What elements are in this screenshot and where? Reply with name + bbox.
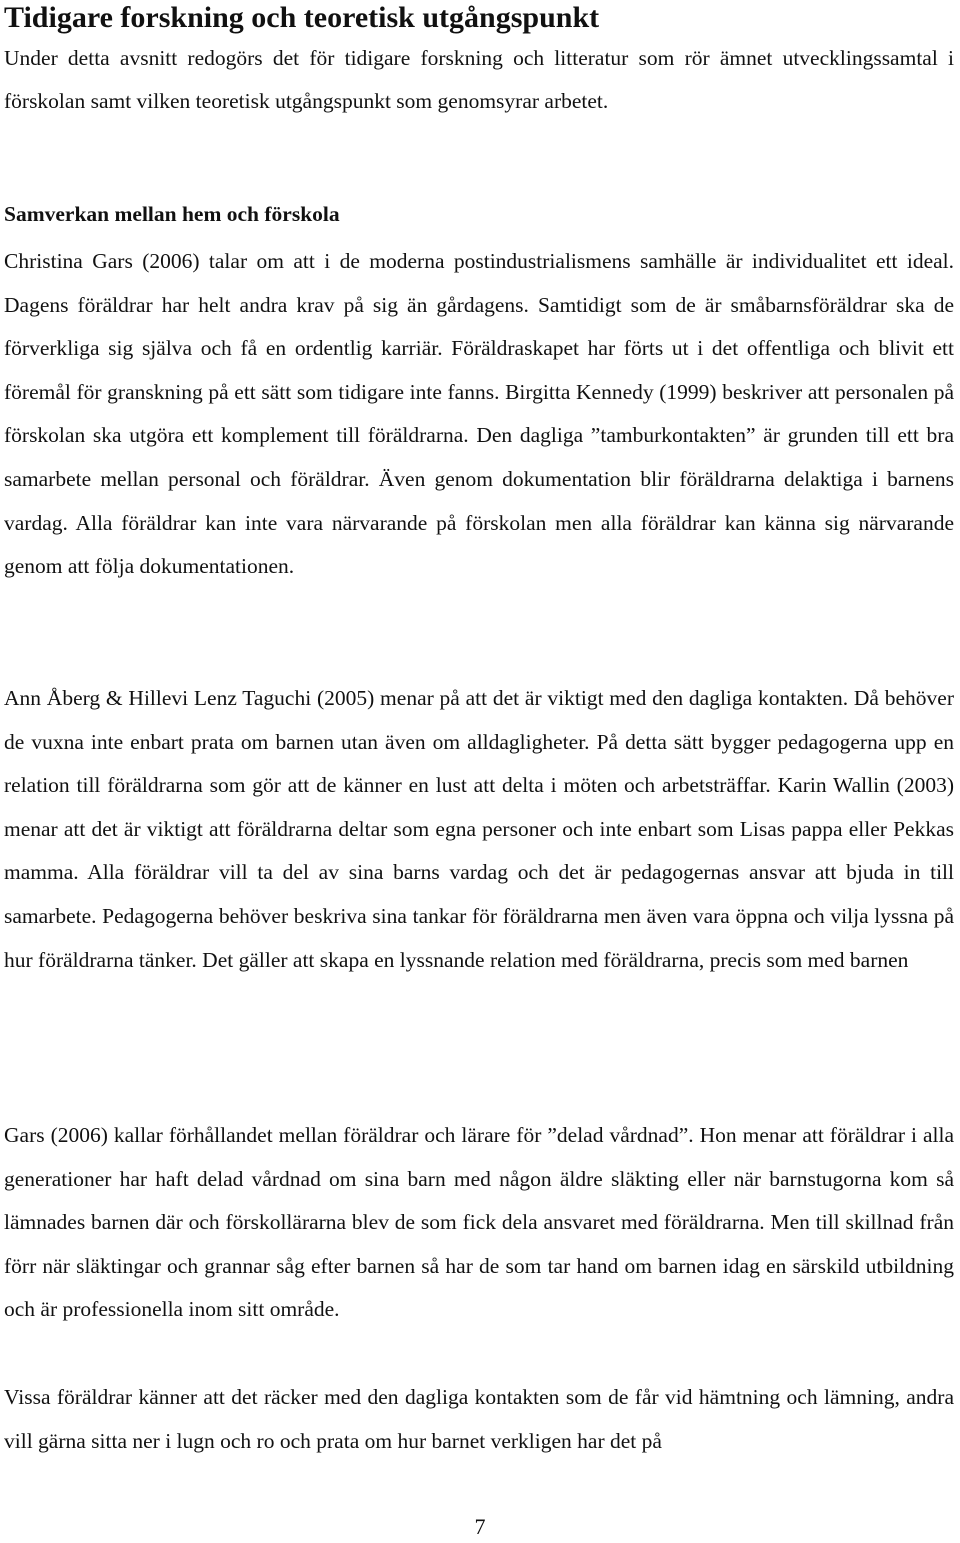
subsection-heading: Samverkan mellan hem och förskola	[4, 202, 340, 226]
body-paragraph: Vissa föräldrar känner att det räcker med den dagliga kontakten som de får vid hämtning och lämning, andra vill gärna sitta ner i lugn och ro och prata om hur barnet verkligen har det på	[4, 1385, 954, 1453]
body-paragraph: Christina Gars (2006) talar om att i de moderna postindustrialismens samhälle är individualitet ett ideal. Dagens föräldrar har helt andra krav på sig än gårdagens. Samtidigt som de är småbarnsföräldrar ska de förverkliga sig själva och få en ordentlig karriär. Föräldraskapet har förts ut i det offentliga och blivit ett föremål för granskning på ett sätt som tidigare inte fanns. Birgitta Kennedy (1999) beskriver att personalen på förskolan ska utgöra ett komplement till föräldrarna. Den dagliga ”tamburkontakten” är grunden till ett bra samarbete mellan personal och föräldrar. Även genom dokumentation blir föräldrarna delaktiga i barnens vardag. Alla föräldrar kan inte vara närvarande på förskolan men alla föräldrar kan känna sig närvarande genom att följa dokumentationen.	[4, 249, 954, 579]
section-heading: Tidigare forskning och teoretisk utgångspunkt	[4, 1, 600, 34]
body-paragraph: Ann Åberg & Hillevi Lenz Taguchi (2005) menar på att det är viktigt med den dagliga kontakten. Då behöver de vuxna inte enbart prata om barnen utan även om alldagligheter. På detta sätt bygger pedagogerna upp en relation till föräldrarna som gör att de känner en lust att delta i möten och arbetsträffar. Karin Wallin (2003) menar att det är viktigt att föräldrarna deltar som egna personer och inte enbart som Lisas pappa eller Pekkas mamma. Alla föräldrar vill ta del av sina barns vardag och det är pedagogernas ansvar att bjuda in till samarbete. Pedagogerna behöver beskriva sina tankar för föräldrarna men även vara öppna och vilja lyssna på hur föräldrarna tänker. Det gäller att skapa en lyssnande relation med föräldrarna, precis som med barnen	[4, 686, 954, 972]
body-paragraph: Gars (2006) kallar förhållandet mellan föräldrar och lärare för ”delad vårdnad”. Hon menar att föräldrar i alla generationer har haft delad vårdnad om sina barn med någon äldre släkting eller när barnstugorna kom så lämnades barnen där och förskollärarna blev de som fick dela ansvaret med föräldrarna. Men till skillnad från förr när släktingar och grannar såg efter barnen så har de som tar hand om barnen idag en särskild utbildning och är professionella inom sitt område.	[4, 1123, 954, 1322]
intro-paragraph: Under detta avsnitt redogörs det för tidigare forskning och litteratur som rör ämnet utvecklingssamtal i förskolan samt vilken teoretisk utgångspunkt som genomsyrar arbetet.	[4, 46, 954, 113]
page-number: 7	[474, 1514, 486, 1539]
